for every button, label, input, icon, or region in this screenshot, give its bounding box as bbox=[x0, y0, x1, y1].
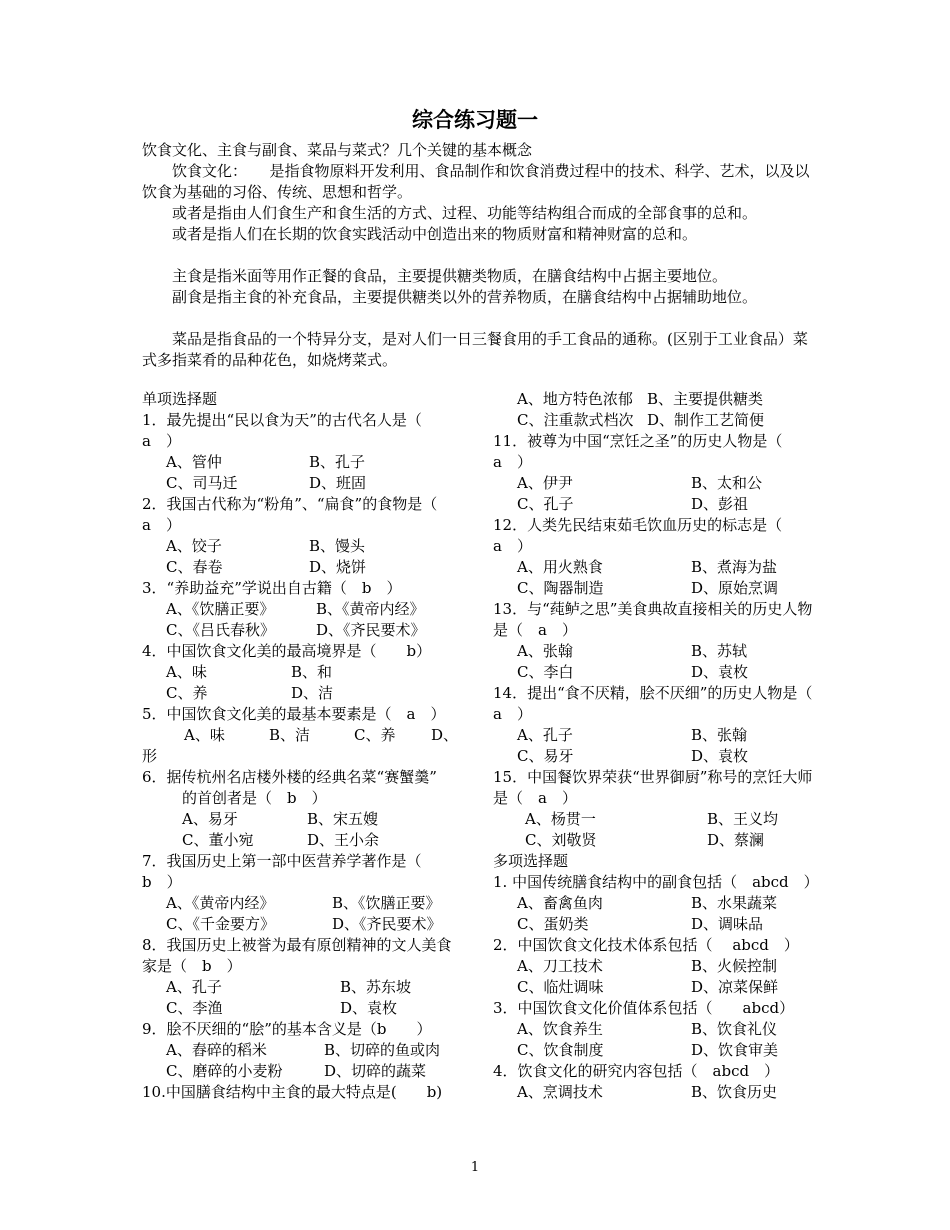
option: A、伊尹 bbox=[517, 474, 573, 492]
option-row bbox=[142, 620, 462, 641]
intro-paragraph: 副食是指主食的补充食品，主要提供糖类以外的营养物质，在膳食结构中占据辅助地位。 bbox=[172, 288, 758, 306]
option: D、袁枚 bbox=[691, 747, 749, 765]
page-number: 1 bbox=[470, 1160, 480, 1175]
question: 3．“养助益充”学说出自古籍（ b ） bbox=[142, 579, 402, 597]
option: B、饮食历史 bbox=[691, 1083, 778, 1101]
option-row bbox=[142, 452, 462, 473]
option: C、董小宛 bbox=[182, 831, 254, 849]
option: C、陶器制造 bbox=[517, 579, 604, 597]
option-row bbox=[142, 809, 462, 830]
intro-paragraph: 或者是指人们在长期的饮食实践活动中创造出来的物质财富和精神财富的总和。 bbox=[172, 225, 698, 243]
option: A、饮食养生 bbox=[517, 1020, 603, 1038]
option: C、磨碎的小麦粉 bbox=[166, 1062, 283, 1080]
option-continuation: 形 bbox=[142, 747, 158, 765]
option-row bbox=[493, 1040, 813, 1061]
option: C、饮食制度 bbox=[517, 1041, 604, 1059]
option: C、司马迁 bbox=[166, 474, 238, 492]
question: 1. 中国传统膳食结构中的副食包括（ abcd ） bbox=[493, 873, 819, 891]
intro-paragraph: 或者是指由人们食生产和食生活的方式、过程、功能等结构组合而成的全部食事的总和。 bbox=[172, 204, 758, 222]
option-row bbox=[493, 494, 813, 515]
left-column bbox=[142, 389, 462, 1103]
option: C、蛋奶类 bbox=[517, 915, 589, 933]
question: 9．脍不厌细的“脍”的基本含义是（b ） bbox=[142, 1020, 432, 1038]
option-row bbox=[493, 977, 813, 998]
option: D、烧饼 bbox=[309, 558, 367, 576]
option: C、注重款式档次 bbox=[517, 411, 634, 429]
question: 1．最先提出“民以食为天”的古代名人是（ a ） bbox=[142, 411, 437, 450]
option: D、蔡澜 bbox=[707, 831, 765, 849]
option: A、杨贯一 bbox=[525, 810, 596, 828]
option: B、《饮膳正要》 bbox=[332, 894, 441, 912]
question: 12．人类先民结束茹毛饮血历史的标志是（ a ） bbox=[493, 516, 798, 555]
option: A、用火熟食 bbox=[517, 558, 603, 576]
option: B、太和公 bbox=[691, 474, 763, 492]
option: C、《吕氏春秋》 bbox=[166, 621, 275, 639]
option: B、张翰 bbox=[691, 726, 748, 744]
section-heading-single-choice: 单项选择题 bbox=[142, 390, 218, 408]
option: C、临灶调味 bbox=[517, 978, 604, 996]
question: 5．中国饮食文化美的最基本要素是（ a ） bbox=[142, 705, 446, 723]
option: B、水果蔬菜 bbox=[691, 894, 778, 912]
intro-paragraph: 饮食文化： 是指食物原料开发利用、食品制作和饮食消费过程中的技术、科学、艺术，以及以饮食为基础的习俗、传统、思想和哲学。 bbox=[142, 162, 810, 201]
option-row bbox=[493, 809, 813, 830]
option: D、凉菜保鲜 bbox=[691, 978, 779, 996]
question: 7．我国历史上第一部中医营养学著作是（ b ） bbox=[142, 852, 437, 891]
option-row bbox=[142, 683, 462, 704]
option-row bbox=[142, 599, 462, 620]
option: B、馒头 bbox=[309, 537, 366, 555]
option: B、煮海为盐 bbox=[691, 558, 778, 576]
option-row bbox=[493, 893, 813, 914]
intro-paragraph: 主食是指米面等用作正餐的食品，主要提供糖类物质，在膳食结构中占据主要地位。 bbox=[172, 267, 728, 285]
intro-heading: 饮食文化、主食与副食、菜品与菜式？几个关键的基本概念 bbox=[142, 141, 533, 159]
option: D、洁 bbox=[291, 684, 334, 702]
option: C、春卷 bbox=[166, 558, 223, 576]
option: C、《千金要方》 bbox=[166, 915, 275, 933]
question: 13．与“莼鲈之思”美食典故直接相关的历史人物是（ a ） bbox=[493, 600, 813, 639]
option: A、张翰 bbox=[517, 642, 573, 660]
option: D、袁枚 bbox=[340, 999, 398, 1017]
option: B、王义均 bbox=[707, 810, 779, 828]
question: 15．中国餐饮界荣获“世界御厨”称号的烹饪大师是（ a ） bbox=[493, 768, 813, 807]
question-continuation: 的首创者是（ b ） bbox=[182, 789, 327, 807]
option: B、和 bbox=[291, 663, 333, 681]
question: 4．中国饮食文化美的最高境界是（ b） bbox=[142, 642, 432, 660]
option: A、《饮膳正要》 bbox=[166, 600, 275, 618]
question: 3．中国饮食文化价值体系包括（ abcd） bbox=[493, 999, 795, 1017]
page-title: 综合练习题一 bbox=[412, 107, 538, 132]
option-row bbox=[142, 536, 462, 557]
option: D、袁枚 bbox=[691, 663, 749, 681]
question: 4．饮食文化的研究内容包括（ abcd ） bbox=[493, 1062, 780, 1080]
option-row bbox=[493, 578, 813, 599]
option-row bbox=[493, 1019, 813, 1040]
option: D、切碎的蔬菜 bbox=[324, 1062, 427, 1080]
option: D、班固 bbox=[309, 474, 367, 492]
option: B、主要提供糖类 bbox=[647, 390, 764, 408]
option-row bbox=[142, 893, 462, 914]
option: A、刀工技术 bbox=[517, 957, 603, 975]
option: A、畜禽鱼肉 bbox=[517, 894, 603, 912]
option: C、李渔 bbox=[166, 999, 223, 1017]
question: 2．中国饮食文化技术体系包括（ abcd ） bbox=[493, 936, 799, 954]
option: A、孔子 bbox=[166, 978, 222, 996]
option-row bbox=[493, 662, 813, 683]
option-row bbox=[493, 830, 813, 851]
option: A、味 bbox=[166, 663, 207, 681]
option: B、火候控制 bbox=[691, 957, 778, 975]
option-row bbox=[142, 830, 462, 851]
option: B、宋五嫂 bbox=[307, 810, 379, 828]
option-row bbox=[493, 389, 813, 410]
question: 14．提出“食不厌精，脍不厌细”的历史人物是（ a ） bbox=[493, 684, 828, 723]
option: C、养 bbox=[354, 726, 396, 744]
option: C、易牙 bbox=[517, 747, 574, 765]
option: A、孔子 bbox=[517, 726, 573, 744]
option-row bbox=[493, 410, 813, 431]
question: 11．被尊为中国“烹饪之圣”的历史人物是（ a ） bbox=[493, 432, 798, 471]
option: C、刘敬贤 bbox=[525, 831, 597, 849]
intro-section bbox=[142, 140, 812, 371]
option-row bbox=[142, 557, 462, 578]
option: A、饺子 bbox=[166, 537, 222, 555]
option-row bbox=[142, 1061, 462, 1082]
option-row bbox=[142, 1040, 462, 1061]
option: D、饮食审美 bbox=[691, 1041, 779, 1059]
option-row bbox=[493, 557, 813, 578]
option: B、孔子 bbox=[309, 453, 366, 471]
option-row bbox=[142, 662, 462, 683]
intro-paragraph: 菜品是指食品的一个特异分支，是对人们一日三餐食用的手工食品的通称。(区别于工业食品）菜式多指菜肴的品种花色，如烧烤菜式。 bbox=[142, 330, 808, 369]
option: B、切碎的鱼或肉 bbox=[324, 1041, 441, 1059]
option: D、调味品 bbox=[691, 915, 764, 933]
question: 6．据传杭州名店楼外楼的经典名菜“赛蟹羹” bbox=[142, 768, 437, 786]
option: D、原始烹调 bbox=[691, 579, 779, 597]
option-row bbox=[493, 746, 813, 767]
option: A、烹调技术 bbox=[517, 1083, 603, 1101]
option-row bbox=[142, 725, 462, 746]
option-row bbox=[493, 473, 813, 494]
right-column bbox=[493, 389, 828, 1103]
option-row bbox=[142, 998, 462, 1019]
option-row bbox=[493, 1082, 813, 1103]
option: D、制作工艺简便 bbox=[647, 411, 765, 429]
option: D、《齐民要术》 bbox=[316, 621, 426, 639]
option: B、饮食礼仪 bbox=[691, 1020, 778, 1038]
question: 8．我国历史上被誉为最有原创精神的文人美食家是（ b ） bbox=[142, 936, 452, 975]
option-row bbox=[493, 641, 813, 662]
option-row bbox=[142, 914, 462, 935]
question: 2．我国古代称为“粉角”、“扁食”的食物是（ a ） bbox=[142, 495, 453, 534]
option: A、味 bbox=[184, 726, 225, 744]
option-row bbox=[142, 473, 462, 494]
option: B、《黄帝内经》 bbox=[316, 600, 425, 618]
option: D、王小余 bbox=[307, 831, 380, 849]
option-row bbox=[493, 956, 813, 977]
option: B、苏东坡 bbox=[340, 978, 412, 996]
option: C、孔子 bbox=[517, 495, 574, 513]
option: C、李白 bbox=[517, 663, 574, 681]
option: A、易牙 bbox=[182, 810, 238, 828]
option: D、《齐民要术》 bbox=[332, 915, 442, 933]
option-row bbox=[493, 914, 813, 935]
option-row bbox=[142, 977, 462, 998]
option: B、洁 bbox=[269, 726, 311, 744]
option: D、彭祖 bbox=[691, 495, 749, 513]
option: A、管仲 bbox=[166, 453, 222, 471]
section-heading-multiple-choice: 多项选择题 bbox=[493, 852, 569, 870]
option-row bbox=[493, 725, 813, 746]
option: B、苏轼 bbox=[691, 642, 748, 660]
option: A、舂碎的稻米 bbox=[166, 1041, 267, 1059]
option: A、《黄帝内经》 bbox=[166, 894, 275, 912]
option: C、养 bbox=[166, 684, 208, 702]
question: 10.中国膳食结构中主食的最大特点是( b) bbox=[142, 1083, 443, 1101]
option: A、地方特色浓郁 bbox=[517, 390, 633, 408]
option: D、 bbox=[431, 726, 459, 744]
